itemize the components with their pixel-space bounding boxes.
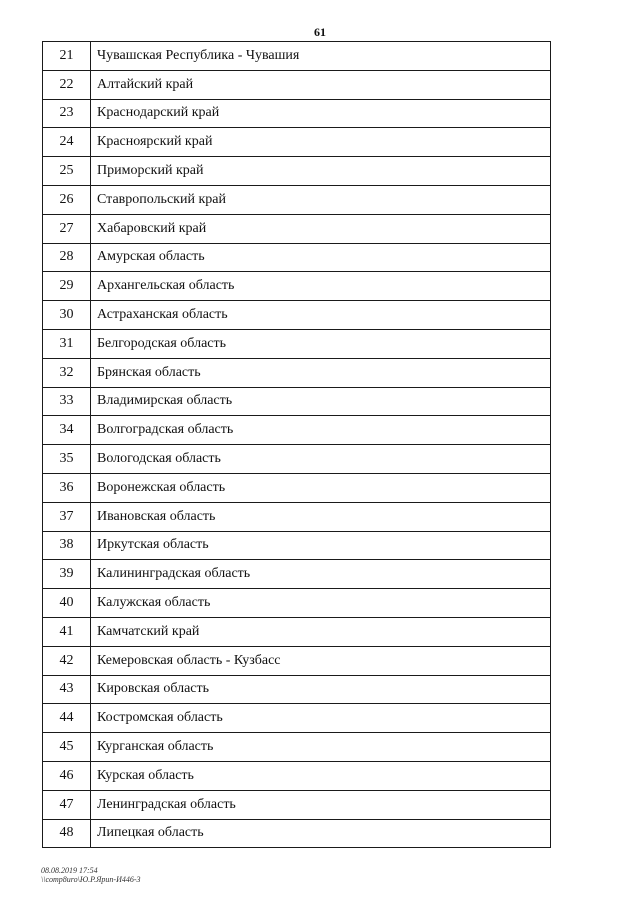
row-number: 25 xyxy=(43,157,91,186)
region-name: Брянская область xyxy=(91,358,551,387)
row-number: 29 xyxy=(43,272,91,301)
row-number: 41 xyxy=(43,617,91,646)
row-number: 28 xyxy=(43,243,91,272)
row-number: 44 xyxy=(43,704,91,733)
row-number: 21 xyxy=(43,42,91,71)
regions-table-body xyxy=(43,42,551,848)
row-number: 23 xyxy=(43,99,91,128)
region-name: Архангельская область xyxy=(91,272,551,301)
region-name: Ленинградская область xyxy=(91,790,551,819)
row-number: 31 xyxy=(43,329,91,358)
table-row xyxy=(43,387,551,416)
row-number: 39 xyxy=(43,560,91,589)
region-name: Ставропольский край xyxy=(91,185,551,214)
region-name: Кемеровская область - Кузбасс xyxy=(91,646,551,675)
row-number: 26 xyxy=(43,185,91,214)
region-name: Воронежская область xyxy=(91,473,551,502)
row-number: 27 xyxy=(43,214,91,243)
region-name: Курганская область xyxy=(91,733,551,762)
region-name: Иркутская область xyxy=(91,531,551,560)
region-name: Красноярский край xyxy=(91,128,551,157)
row-number: 36 xyxy=(43,473,91,502)
row-number: 40 xyxy=(43,589,91,618)
row-number: 33 xyxy=(43,387,91,416)
row-number: 43 xyxy=(43,675,91,704)
table-row xyxy=(43,473,551,502)
table-row xyxy=(43,790,551,819)
region-name: Краснодарский край xyxy=(91,99,551,128)
table-row xyxy=(43,761,551,790)
region-name: Чувашская Республика - Чувашия xyxy=(91,42,551,71)
table-row xyxy=(43,617,551,646)
region-name: Камчатский край xyxy=(91,617,551,646)
table-row xyxy=(43,214,551,243)
row-number: 38 xyxy=(43,531,91,560)
table-row xyxy=(43,358,551,387)
row-number: 37 xyxy=(43,502,91,531)
table-row xyxy=(43,589,551,618)
region-name: Хабаровский край xyxy=(91,214,551,243)
row-number: 30 xyxy=(43,301,91,330)
row-number: 22 xyxy=(43,70,91,99)
row-number: 48 xyxy=(43,819,91,848)
table-row xyxy=(43,416,551,445)
table-row xyxy=(43,70,551,99)
page-number: 61 xyxy=(314,25,326,39)
table-row xyxy=(43,157,551,186)
row-number: 34 xyxy=(43,416,91,445)
table-row xyxy=(43,445,551,474)
document-footer xyxy=(41,866,141,884)
table-row xyxy=(43,128,551,157)
regions-table xyxy=(42,41,551,848)
region-name: Костромская область xyxy=(91,704,551,733)
region-name: Приморский край xyxy=(91,157,551,186)
row-number: 47 xyxy=(43,790,91,819)
table-row xyxy=(43,675,551,704)
row-number: 32 xyxy=(43,358,91,387)
region-name: Калининградская область xyxy=(91,560,551,589)
footer-file-path: \\comp8uro\Ю.Р.Ярип-И446-3 xyxy=(41,875,141,884)
region-name: Алтайский край xyxy=(91,70,551,99)
region-name: Вологодская область xyxy=(91,445,551,474)
row-number: 35 xyxy=(43,445,91,474)
region-name: Белгородская область xyxy=(91,329,551,358)
region-name: Владимирская область xyxy=(91,387,551,416)
table-row xyxy=(43,42,551,71)
row-number: 24 xyxy=(43,128,91,157)
region-name: Амурская область xyxy=(91,243,551,272)
table-row xyxy=(43,819,551,848)
table-row xyxy=(43,243,551,272)
region-name: Курская область xyxy=(91,761,551,790)
region-name: Кировская область xyxy=(91,675,551,704)
table-row xyxy=(43,704,551,733)
table-row xyxy=(43,301,551,330)
table-row xyxy=(43,99,551,128)
table-row xyxy=(43,502,551,531)
table-row xyxy=(43,560,551,589)
region-name: Волгоградская область xyxy=(91,416,551,445)
table-row xyxy=(43,646,551,675)
region-name: Астраханская область xyxy=(91,301,551,330)
table-row xyxy=(43,329,551,358)
table-row xyxy=(43,185,551,214)
region-name: Липецкая область xyxy=(91,819,551,848)
table-row xyxy=(43,531,551,560)
region-name: Калужская область xyxy=(91,589,551,618)
row-number: 45 xyxy=(43,733,91,762)
row-number: 42 xyxy=(43,646,91,675)
footer-timestamp: 08.08.2019 17:54 xyxy=(41,866,98,875)
table-row xyxy=(43,733,551,762)
row-number: 46 xyxy=(43,761,91,790)
table-row xyxy=(43,272,551,301)
region-name: Ивановская область xyxy=(91,502,551,531)
